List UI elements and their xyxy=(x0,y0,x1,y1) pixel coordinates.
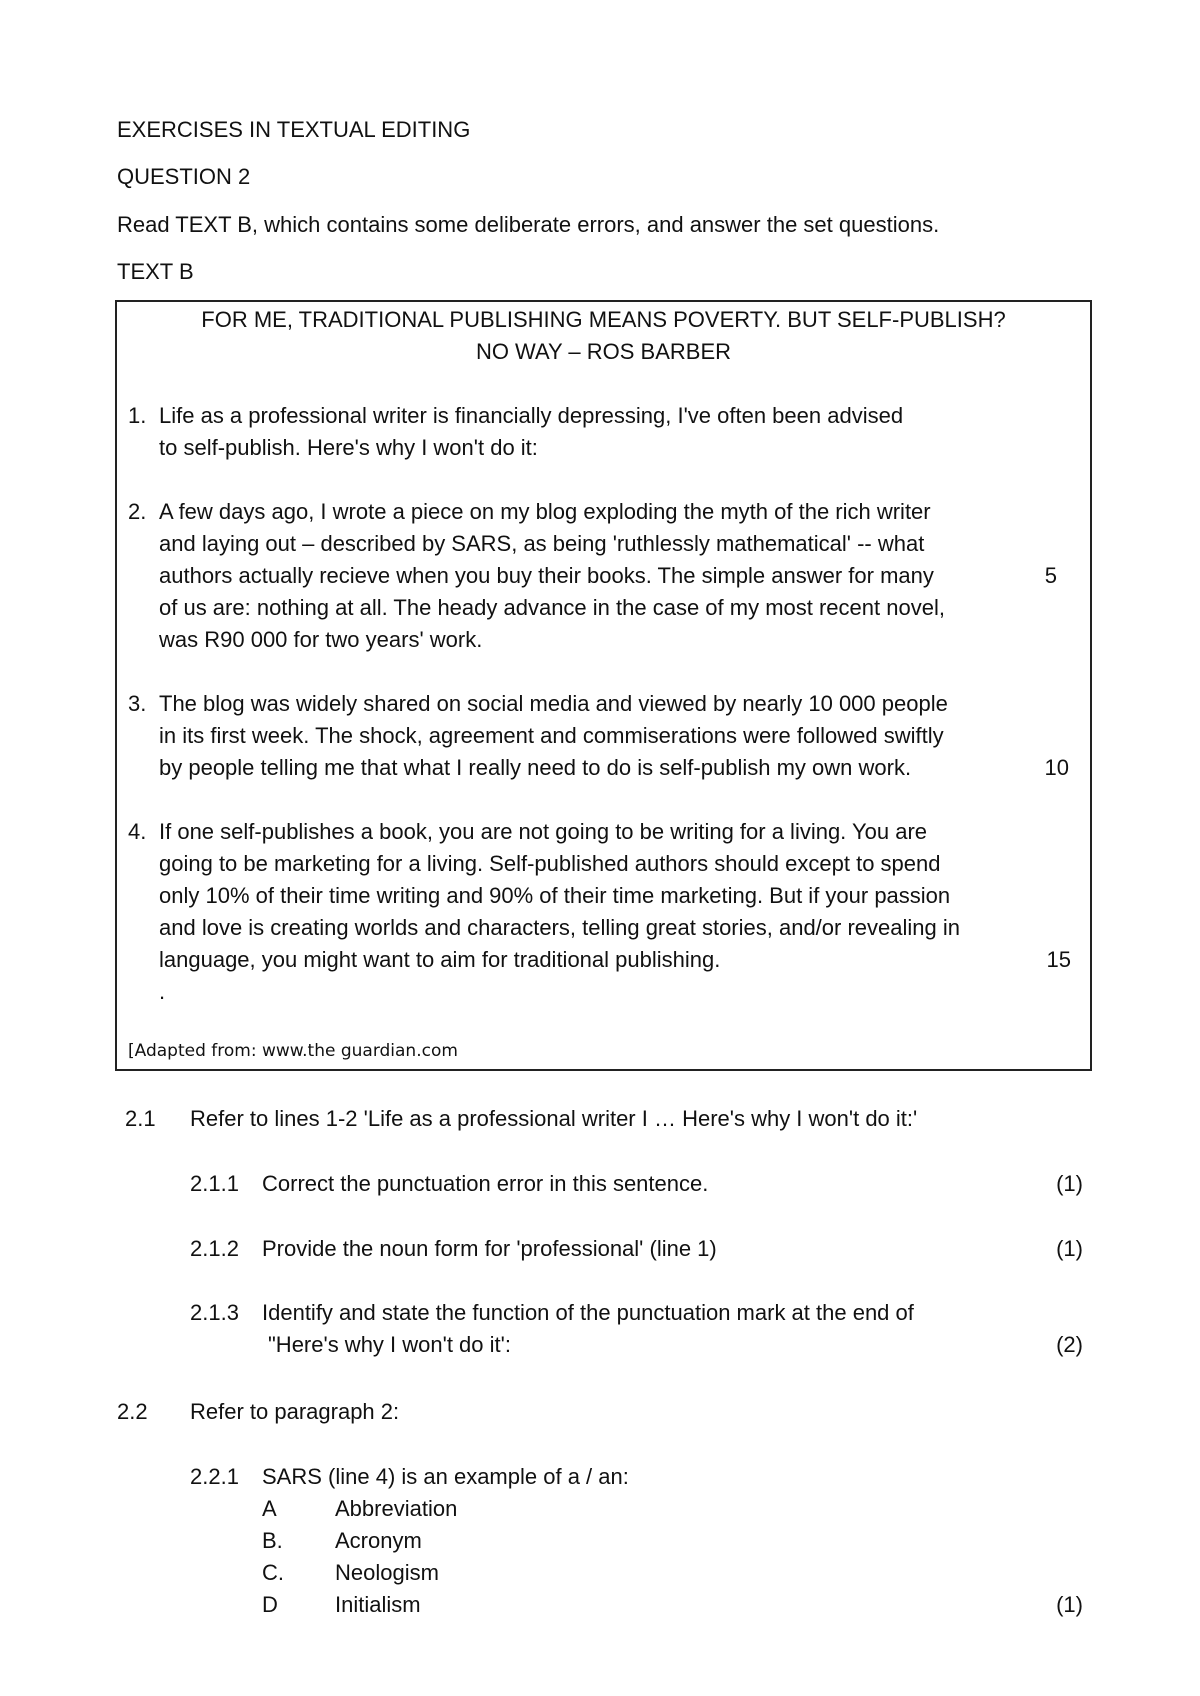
option-letter: D xyxy=(262,1592,278,1617)
subquestion-number: 2.2.1 xyxy=(190,1464,239,1489)
paragraph-2-line: authors actually recieve when you buy their books. The simple answer for many xyxy=(159,563,934,588)
paragraph-number: 3. xyxy=(128,691,147,716)
option-letter: C. xyxy=(262,1560,284,1585)
paragraph-4-line: If one self-publishes a book, you are not going to be writing for a living. You are xyxy=(159,819,928,844)
mark-allocation: (1) xyxy=(1056,1236,1083,1261)
question-text: Refer to lines 1-2 'Life as a professional writer I … Here's why I won't do it:' xyxy=(190,1106,918,1131)
source-citation: [Adapted from: www.the guardian.com xyxy=(128,1041,458,1061)
text-b-title-line1: FOR ME, TRADITIONAL PUBLISHING MEANS POVERTY. BUT SELF-PUBLISH? xyxy=(201,307,1006,332)
option-text: Abbreviation xyxy=(335,1496,458,1521)
subquestion-text: Identify and state the function of the punctuation mark at the end of xyxy=(262,1300,914,1325)
subquestion-number: 2.1.2 xyxy=(190,1236,239,1261)
mark-allocation: (1) xyxy=(1056,1592,1083,1617)
mark-allocation: (2) xyxy=(1056,1332,1083,1357)
option-text: Neologism xyxy=(335,1560,439,1585)
option-letter: A xyxy=(262,1496,277,1521)
line-number: 15 xyxy=(1046,947,1071,972)
paragraph-number: 4. xyxy=(128,819,147,844)
paragraph-1-line: to self-publish. Here's why I won't do it: xyxy=(159,435,538,460)
question-text: Refer to paragraph 2: xyxy=(190,1399,400,1424)
option-letter: B. xyxy=(262,1528,283,1553)
text-b-box xyxy=(115,300,1092,1071)
paragraph-4-line: language, you might want to aim for traditional publishing. xyxy=(159,947,721,972)
text-b-title-line2: NO WAY – ROS BARBER xyxy=(475,339,732,364)
instruction-text: Read TEXT B, which contains some deliberate errors, and answer the set questions. xyxy=(117,212,940,237)
paragraph-2-line: A few days ago, I wrote a piece on my blog exploding the myth of the rich writer xyxy=(159,499,931,524)
page-title: EXERCISES IN TEXTUAL EDITING xyxy=(117,117,471,142)
paragraph-4-line: only 10% of their time writing and 90% of their time marketing. But if your passion xyxy=(159,883,951,908)
question-number: 2.1 xyxy=(125,1106,156,1131)
paragraph-4-line: going to be marketing for a living. Self-published authors should except to spend xyxy=(159,851,941,876)
subquestion-text: "Here's why I won't do it': xyxy=(268,1332,511,1357)
subquestion-number: 2.1.3 xyxy=(190,1300,239,1325)
subquestion-text: Correct the punctuation error in this sentence. xyxy=(262,1171,709,1196)
text-label: TEXT B xyxy=(117,259,194,284)
paragraph-4-line: . xyxy=(159,979,166,1004)
paragraph-1-line: Life as a professional writer is financially depressing, I've often been advised xyxy=(159,403,904,428)
line-number: 10 xyxy=(1044,755,1069,780)
paragraph-3-line: The blog was widely shared on social media and viewed by nearly 10 000 people xyxy=(159,691,948,716)
question-heading: QUESTION 2 xyxy=(117,164,251,189)
paragraph-number: 1. xyxy=(128,403,147,428)
line-number: 5 xyxy=(1044,563,1057,588)
option-text: Acronym xyxy=(335,1528,422,1553)
paragraph-2-line: was R90 000 for two years' work. xyxy=(159,627,483,652)
subquestion-number: 2.1.1 xyxy=(190,1171,239,1196)
paragraph-number: 2. xyxy=(128,499,147,524)
paragraph-3-line: in its first week. The shock, agreement and commiserations were followed swiftly xyxy=(159,723,944,748)
question-number: 2.2 xyxy=(117,1399,148,1424)
paragraph-2-line: and laying out – described by SARS, as being 'ruthlessly mathematical' -- what xyxy=(159,531,925,556)
paragraph-4-line: and love is creating worlds and characters, telling great stories, and/or revealing in xyxy=(159,915,960,940)
subquestion-text: Provide the noun form for 'professional' (line 1) xyxy=(262,1236,717,1261)
option-text: Initialism xyxy=(335,1592,421,1617)
subquestion-text: SARS (line 4) is an example of a / an: xyxy=(262,1464,629,1489)
paragraph-3-line: by people telling me that what I really need to do is self-publish my own work. xyxy=(159,755,912,780)
mark-allocation: (1) xyxy=(1056,1171,1083,1196)
paragraph-2-line: of us are: nothing at all. The heady advance in the case of my most recent novel, xyxy=(159,595,945,620)
